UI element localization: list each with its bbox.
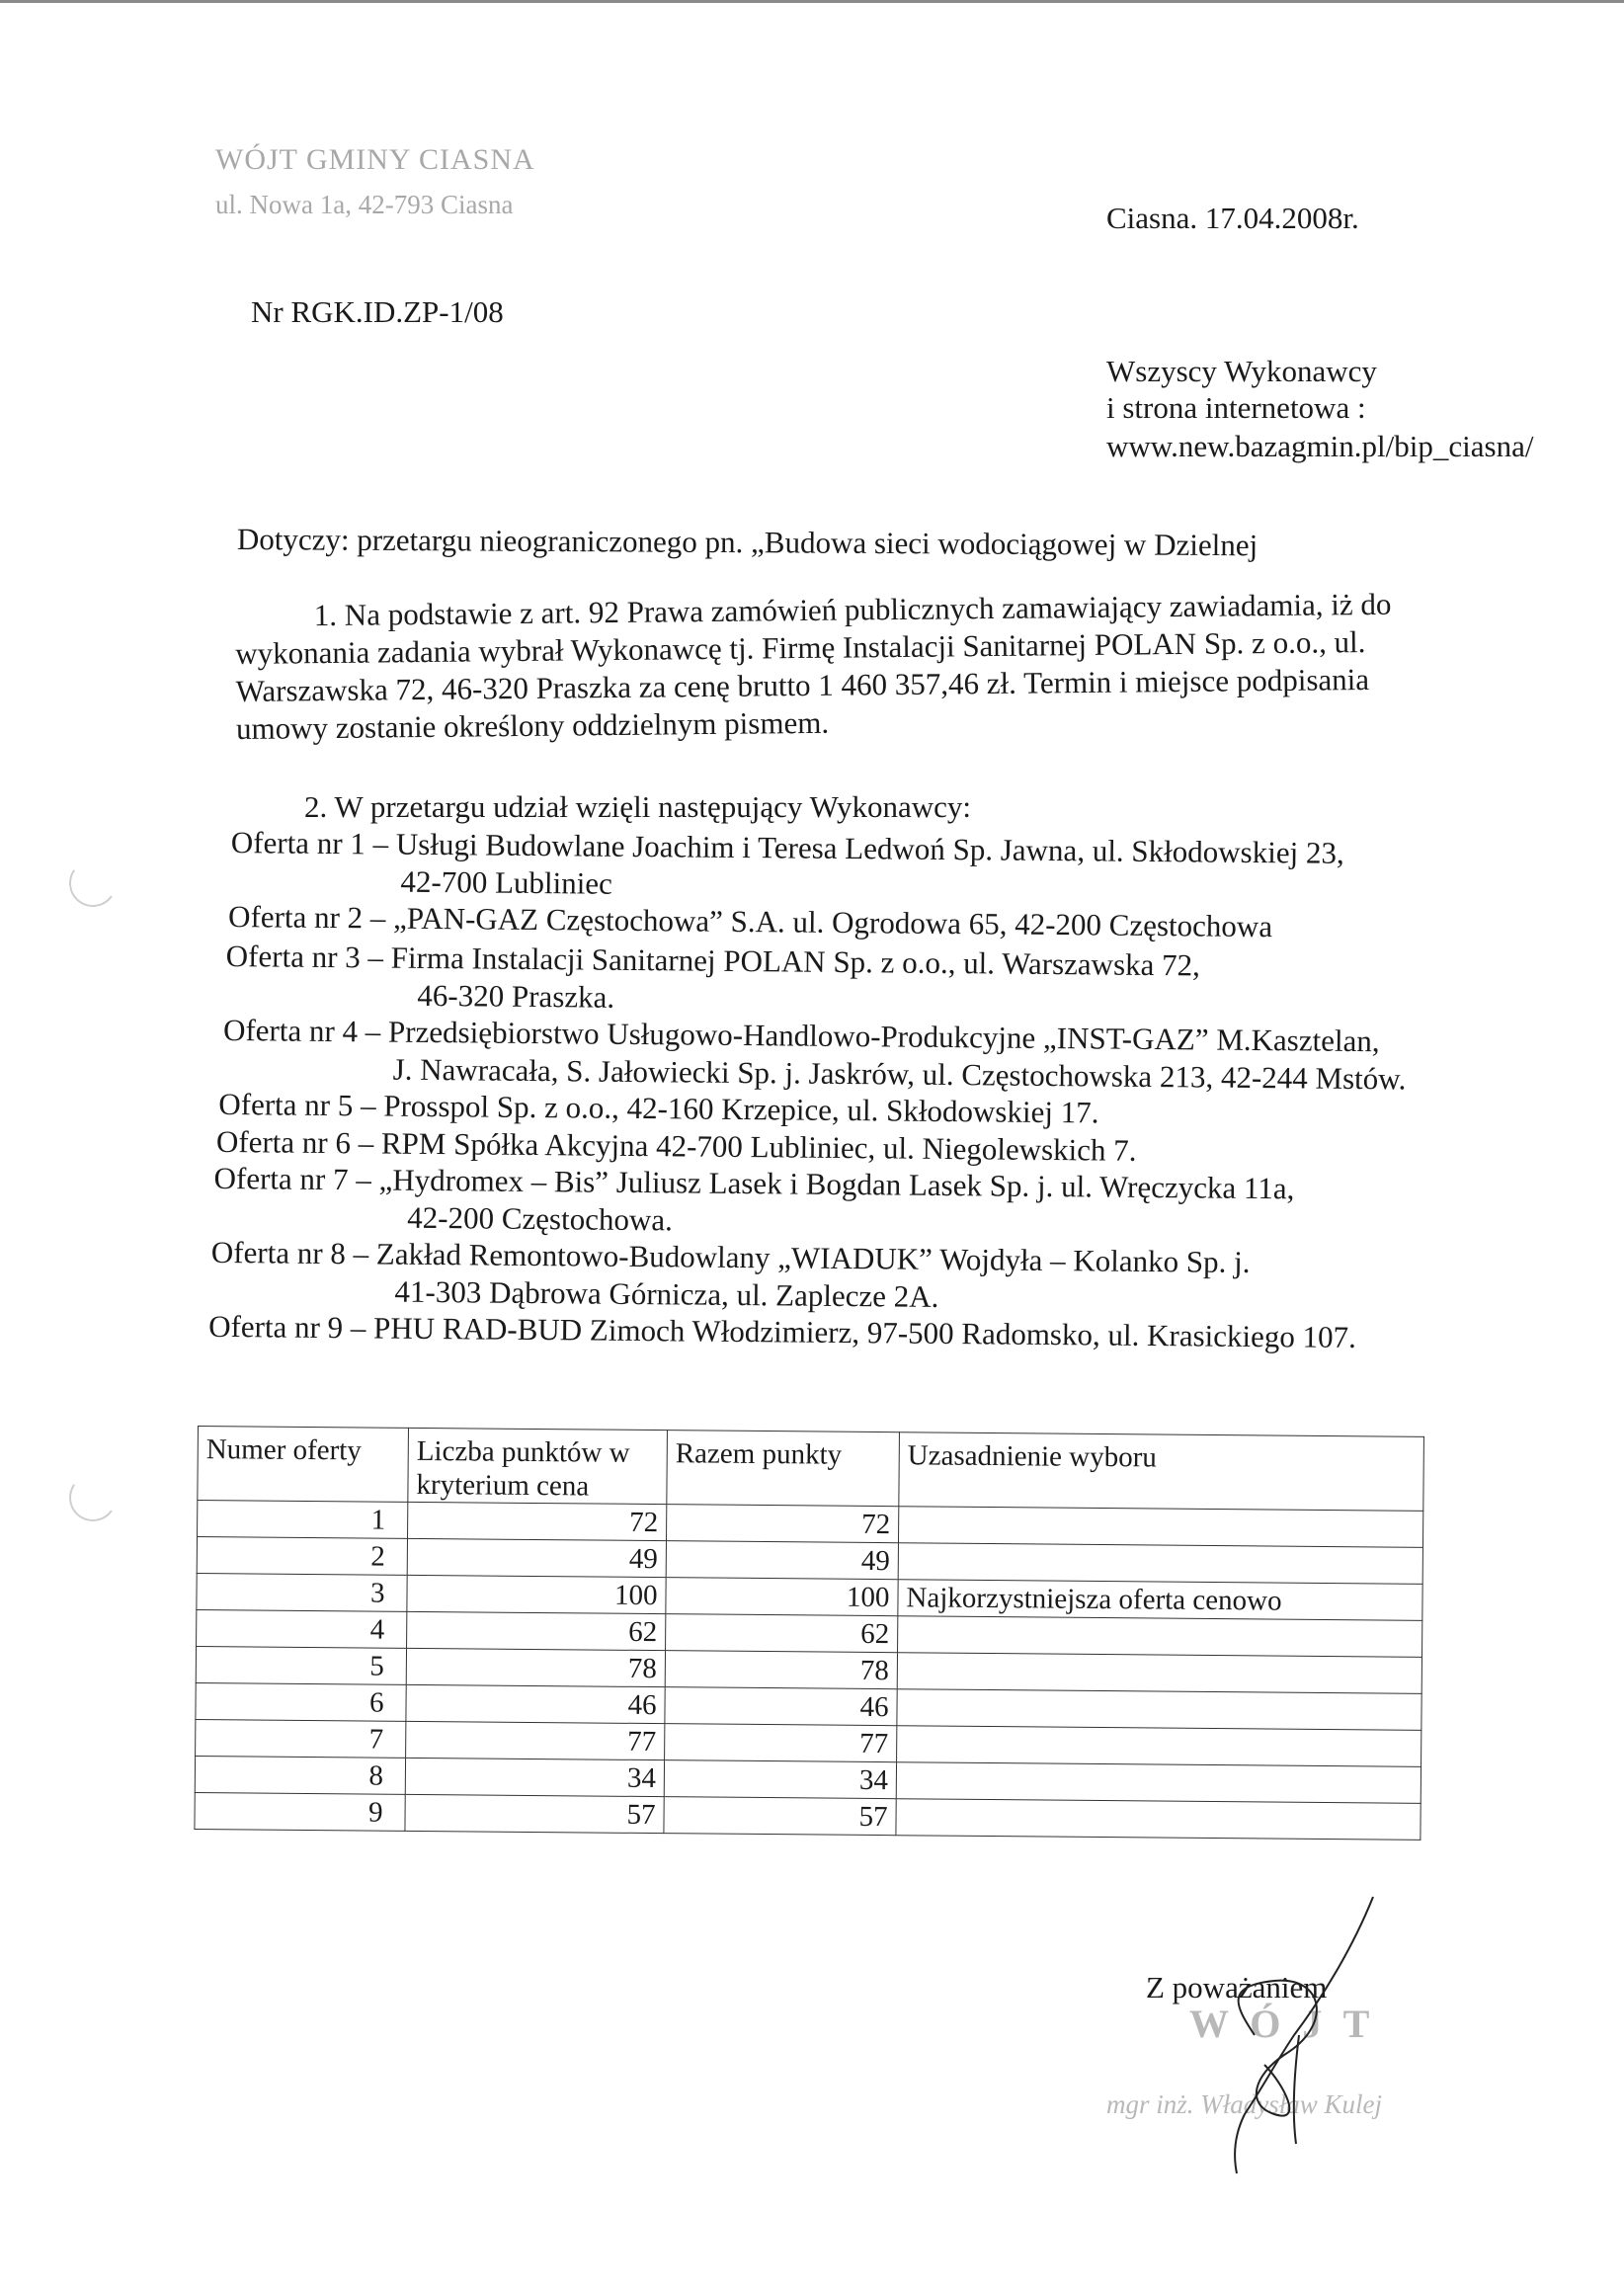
cell-offer-number: 1: [198, 1501, 408, 1539]
section-2-intro: 2. W przetargu udział wzięli następujący Wykonawcy:: [304, 789, 972, 824]
reference-number: Nr RGK.ID.ZP-1/08: [251, 294, 504, 329]
cell-offer-number: 3: [197, 1573, 407, 1611]
offer-continuation: J. Nawracała, S. Jałowiecki Sp. j. Jaskrów, ul. Częstochowska 213, 42-244 Mstów.: [392, 1051, 1407, 1097]
office-stamp-address: ul. Nowa 1a, 42-793 Ciasna: [215, 190, 514, 219]
section-1-line: wykonania zadania wybrał Wykonawcę tj. Firmę Instalacji Sanitarnej POLAN Sp. z o.o., ul.: [235, 624, 1366, 672]
cell-total-points: 57: [664, 1797, 896, 1836]
offer-item: [230, 825, 1344, 901]
subject-line: Dotyczy: przetargu nieograniczonego pn. „Budowa sieci wodociągowej w Dzielnej: [236, 522, 1259, 563]
scan-top-edge: [0, 0, 1624, 3]
cell-offer-number: 7: [196, 1719, 406, 1758]
offer-continuation: 42-700 Lubliniec: [400, 863, 613, 901]
cell-total-points: 72: [667, 1505, 899, 1543]
signature-stamp-name: mgr inż. Władysław Kulej: [1106, 2089, 1383, 2119]
offer-text: Oferta nr 9 – PHU RAD-BUD Zimoch Włodzimierz, 97-500 Radomsko, ul. Krasickiego 107.: [208, 1308, 1357, 1354]
cell-total-points: 78: [665, 1651, 897, 1689]
cell-total-points: 62: [666, 1614, 898, 1653]
offer-text: Oferta nr 1 – Usługi Budowlane Joachim i Teresa Ledwoń Sp. Jawna, ul. Skłodowskiej 23,: [230, 825, 1344, 870]
recipient-line-1: Wszyscy Wykonawcy: [1106, 354, 1377, 388]
punch-hole: [65, 856, 121, 911]
cell-justification: [898, 1616, 1422, 1658]
table-header-row: [198, 1427, 1424, 1512]
offer-text: Oferta nr 4 – Przedsiębiorstwo Usługowo-Handlowo-Produkcyjne „INST-GAZ” M.Kasztelan,: [222, 1012, 1380, 1059]
handwritten-signature: [1215, 1887, 1393, 2183]
results-table: [194, 1426, 1424, 1841]
offer-continuation: 46-320 Praszka.: [417, 977, 615, 1015]
cell-total-points: 46: [665, 1687, 897, 1726]
section-1-line: 1. Na podstawie z art. 92 Prawa zamówień publicznych zamawiający zawiadamia, iż do: [313, 586, 1392, 633]
cell-offer-number: 2: [197, 1537, 407, 1576]
offer-item: [222, 1012, 1407, 1097]
header-offer-number: Numer oferty: [198, 1427, 409, 1503]
offer-item: [210, 1234, 1251, 1314]
offer-text: Oferta nr 8 – Zakład Remontowo-Budowlany „WIADUK” Wojdyła – Kolanko Sp. j.: [210, 1234, 1251, 1279]
offer-item: [208, 1309, 1356, 1355]
offer-item: [228, 899, 1272, 944]
punch-hole: [65, 1470, 121, 1525]
header-total-points: Razem punkty: [667, 1431, 900, 1507]
cell-price-points: 34: [405, 1758, 664, 1796]
signature-stamp-title: W Ó J T: [1189, 2002, 1376, 2046]
offer-item: [225, 938, 1201, 1015]
cell-price-points: 77: [406, 1721, 665, 1759]
recipient-line-2: i strona internetowa :: [1106, 390, 1366, 425]
section-1-line: Warszawska 72, 46-320 Praszka za cenę brutto 1 460 357,46 zł. Termin i miejsce podpisania: [235, 662, 1370, 709]
cell-price-points: 62: [407, 1611, 666, 1650]
place-date: Ciasna. 17.04.2008r.: [1106, 201, 1359, 235]
cell-justification: Najkorzystniejsza oferta cenowo: [898, 1580, 1422, 1621]
cell-justification: [898, 1543, 1422, 1585]
cell-total-points: 34: [664, 1760, 896, 1799]
offer-text: Oferta nr 6 – RPM Spółka Akcyjna 42-700 Lubliniec, ul. Niegolewskich 7.: [215, 1123, 1137, 1168]
section-1-line: umowy zostanie określony oddzielnym pismem.: [235, 704, 830, 747]
cell-price-points: 57: [405, 1794, 664, 1833]
cell-total-points: 49: [666, 1541, 898, 1580]
header-price-points: Liczba punktów w kryterium cena: [408, 1428, 668, 1504]
office-stamp-title: WÓJT GMINY CIASNA: [215, 143, 535, 176]
cell-justification: [898, 1507, 1422, 1548]
offer-text: Oferta nr 5 – Prosspol Sp. z o.o., 42-160 Krzepice, ul. Skłodowskiej 17.: [218, 1086, 1099, 1130]
offer-text: Oferta nr 2 – „PAN-GAZ Częstochowa” S.A. ul. Ogrodowa 65, 42-200 Częstochowa: [227, 899, 1273, 944]
cell-justification: [897, 1689, 1421, 1731]
cell-price-points: 78: [406, 1648, 665, 1686]
cell-justification: [896, 1799, 1421, 1841]
cell-price-points: 46: [406, 1684, 665, 1723]
cell-offer-number: 8: [195, 1756, 405, 1794]
offer-item: [218, 1087, 1098, 1131]
recipient-website: www.new.bazagmin.pl/bip_ciasna/: [1106, 429, 1534, 463]
cell-price-points: 100: [407, 1575, 666, 1613]
cell-justification: [897, 1726, 1421, 1767]
cell-price-points: 49: [407, 1538, 666, 1577]
header-justification: Uzasadnienie wyboru: [899, 1432, 1424, 1512]
offer-continuation: 42-200 Częstochowa.: [407, 1199, 674, 1238]
cell-offer-number: 5: [196, 1646, 406, 1684]
cell-justification: [896, 1762, 1421, 1804]
closing-regards: Z poważaniem: [1146, 1970, 1328, 2005]
cell-total-points: 100: [666, 1578, 898, 1616]
offer-text: Oferta nr 7 – „Hydromex – Bis” Juliusz Lasek i Bogdan Lasek Sp. j. ul. Wręczycka 11a,: [213, 1160, 1295, 1206]
cell-offer-number: 9: [195, 1792, 405, 1831]
offer-text: Oferta nr 3 – Firma Instalacji Sanitarnej POLAN Sp. z o.o., ul. Warszawska 72,: [225, 938, 1201, 983]
cell-offer-number: 6: [196, 1682, 406, 1721]
cell-offer-number: 4: [197, 1609, 407, 1648]
cell-price-points: 72: [408, 1502, 667, 1540]
cell-total-points: 77: [665, 1724, 897, 1762]
cell-justification: [897, 1653, 1421, 1694]
offer-continuation: 41-303 Dąbrowa Górnicza, ul. Zaplecze 2A.: [394, 1273, 939, 1314]
